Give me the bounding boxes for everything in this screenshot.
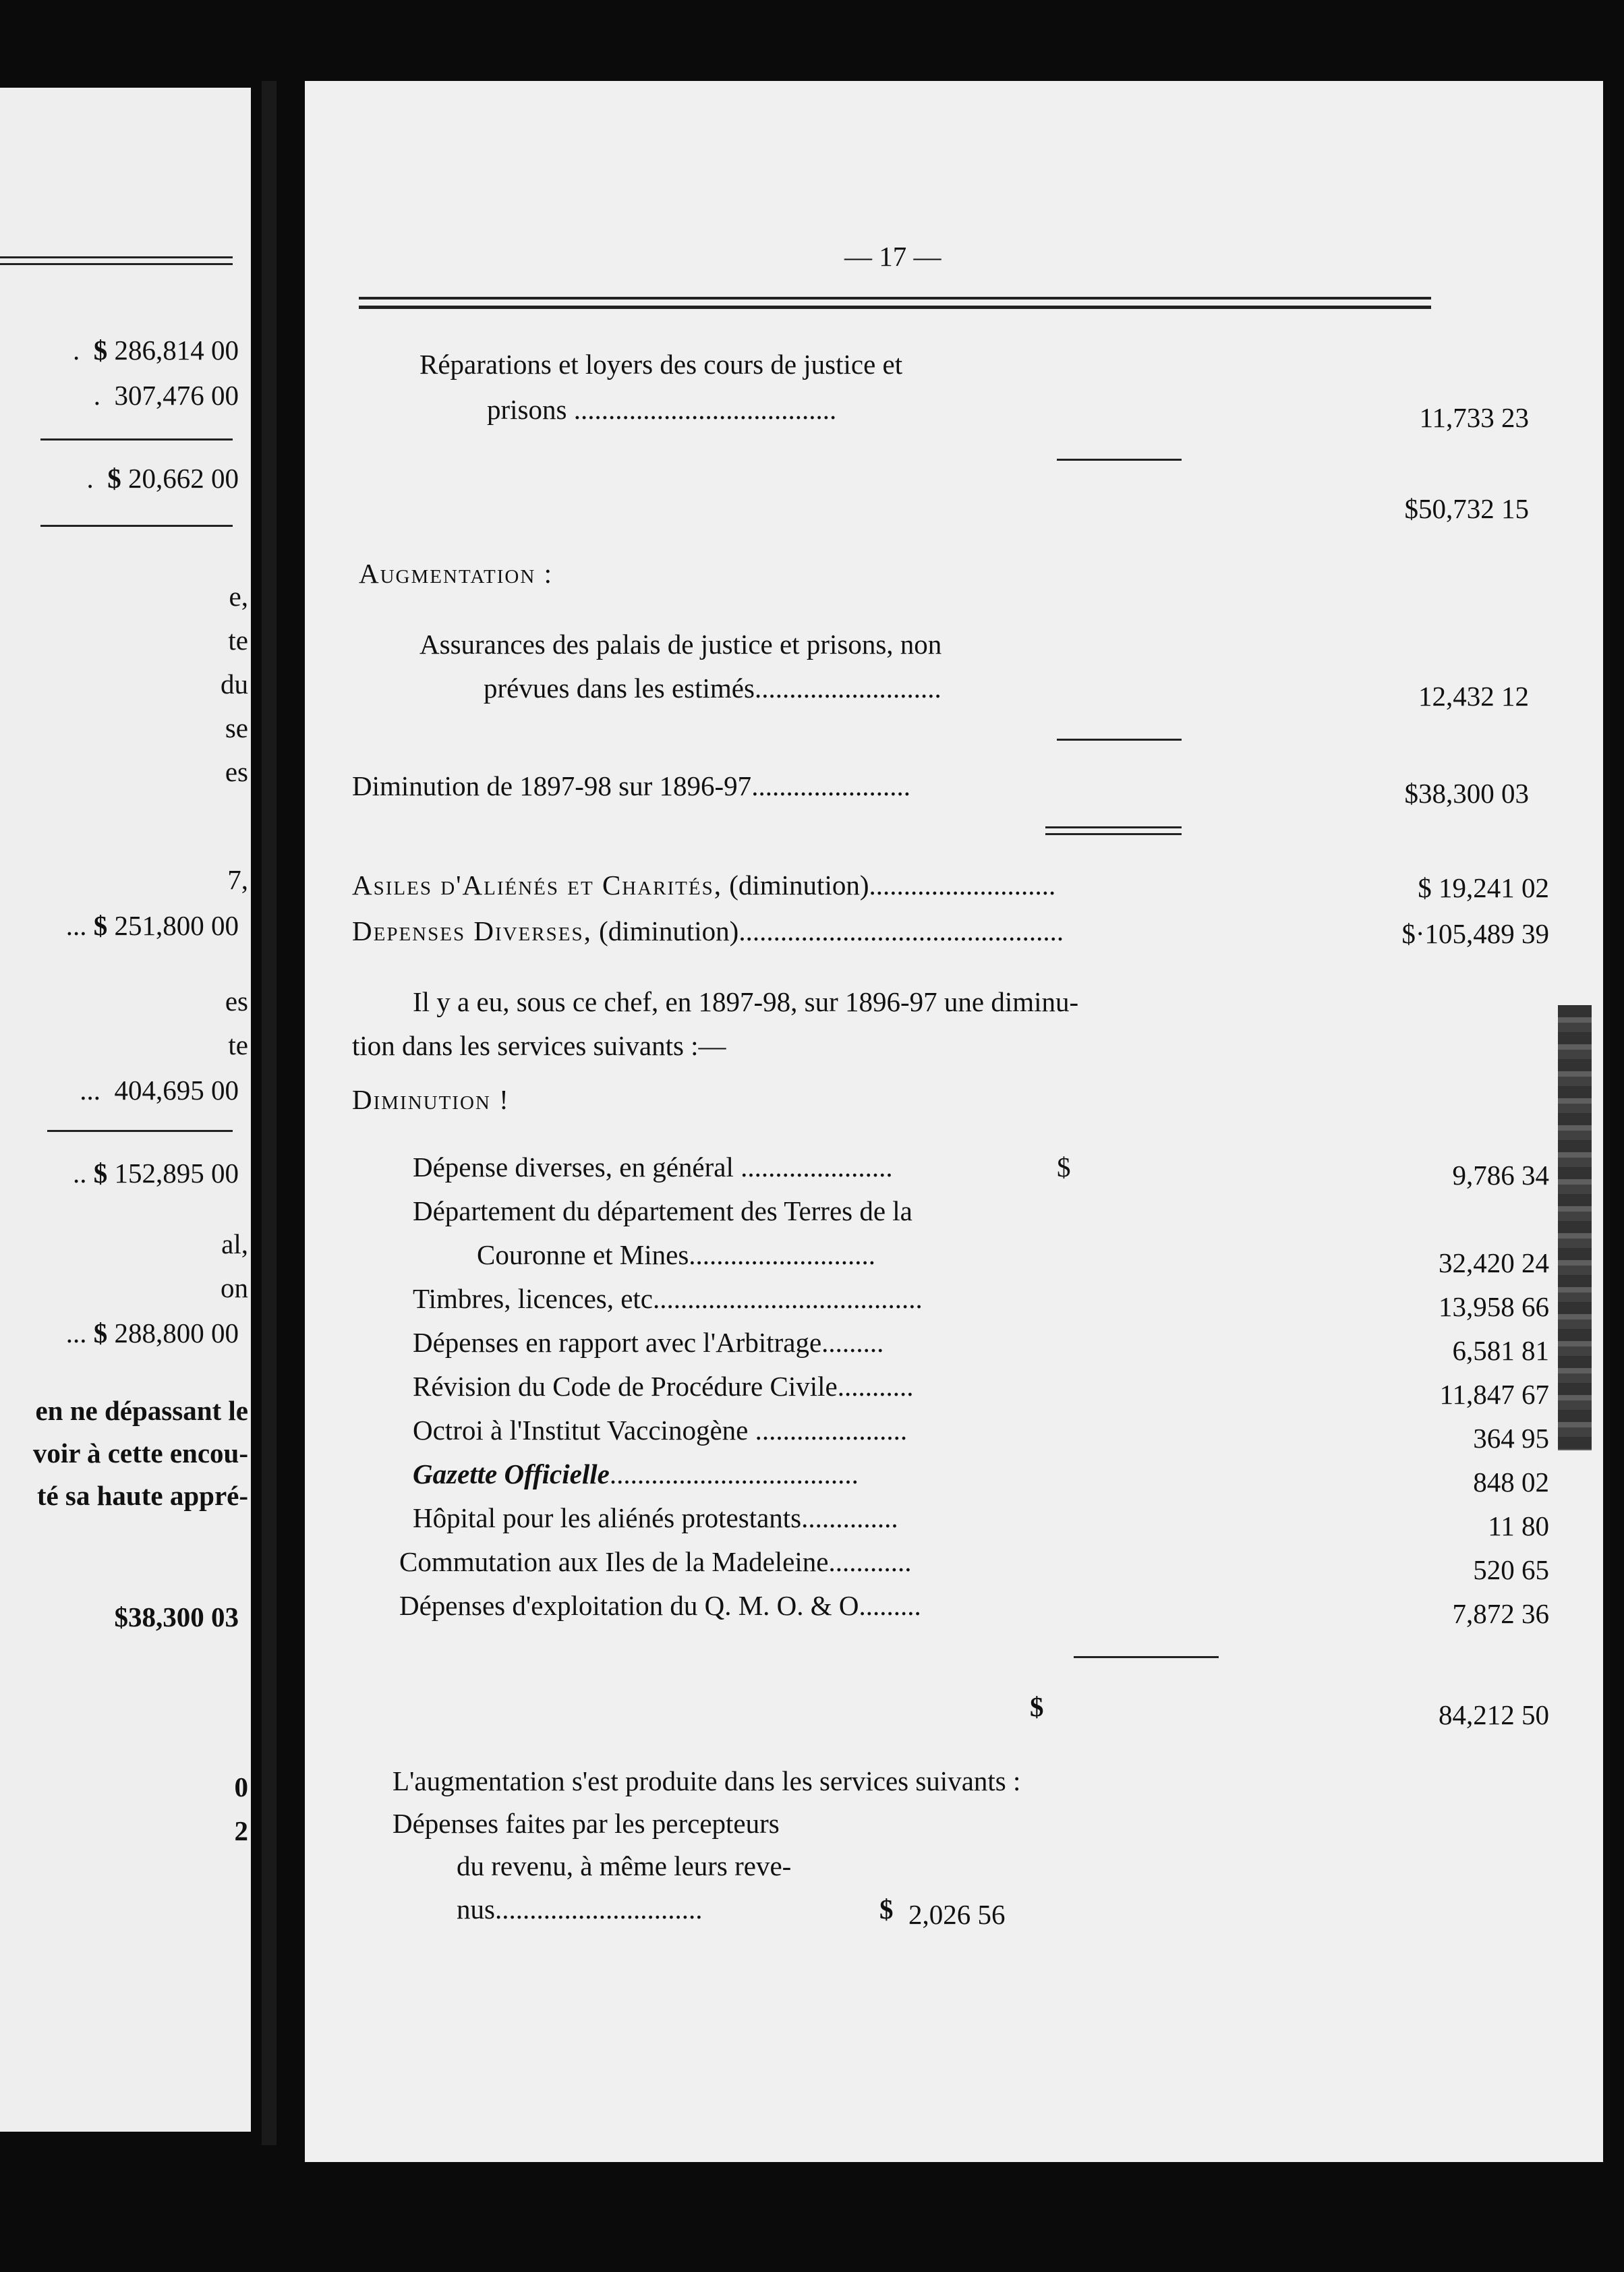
- item-amount: 13,958 66: [1439, 1291, 1549, 1322]
- intro-line2: tion dans les services suivants :—: [352, 1030, 726, 1061]
- item-amount: 9,786 34: [1452, 1160, 1549, 1191]
- item-amount: 520 65: [1473, 1554, 1549, 1585]
- left-row: ... 404,695 00: [80, 1075, 239, 1106]
- intro-line1: Il y a eu, sous ce chef, en 1897-98, sur 1896-97 une diminu-: [413, 986, 1079, 1017]
- rule: [1057, 459, 1182, 461]
- rule: [0, 263, 233, 265]
- augmentation-services-line2: Dépenses faites par les percepteurs: [393, 1808, 780, 1839]
- item-label: Hôpital pour les aliénés protestants..............: [413, 1502, 898, 1533]
- rule: [1057, 739, 1182, 741]
- left-row: ... $ 288,800 00: [65, 1317, 239, 1348]
- item-label: Octroi à l'Institut Vaccinogène ......................: [413, 1415, 908, 1446]
- item-amount: 6,581 81: [1452, 1335, 1549, 1366]
- rule: [1045, 826, 1182, 828]
- item-label: Dépenses d'exploitation du Q. M. O. & O.........: [399, 1590, 921, 1621]
- left-fragment: 0: [234, 1771, 248, 1802]
- reparations-subtotal: $50,732 15: [1404, 493, 1529, 524]
- rule: [0, 256, 233, 258]
- augmentation-line2: prévues dans les estimés...........................: [484, 673, 941, 704]
- rule: [40, 525, 233, 527]
- left-fragment: es: [225, 986, 248, 1017]
- item-amount: 11 80: [1488, 1510, 1549, 1541]
- augmentation-services-line4: nus..............................: [457, 1894, 703, 1925]
- item-label: Dépenses en rapport avec l'Arbitrage.........: [413, 1327, 884, 1358]
- rule: [1074, 1656, 1219, 1658]
- left-fragment: te: [228, 1029, 248, 1060]
- rule: [47, 1130, 233, 1132]
- augmentation-services-dollar: $: [879, 1894, 894, 1925]
- left-fragment: du: [221, 669, 248, 700]
- left-fragment: es: [225, 756, 248, 787]
- item-amount: 364 95: [1473, 1423, 1549, 1454]
- item-dollar: $: [1057, 1152, 1071, 1183]
- left-fragment: on: [221, 1272, 248, 1303]
- item-label: Département du département des Terres de la: [413, 1195, 912, 1226]
- asiles-amount: $ 19,241 02: [1418, 872, 1549, 903]
- depenses-amount: $·105,489 39: [1401, 918, 1549, 949]
- item-label: Dépense diverses, en général ......................: [413, 1152, 893, 1183]
- diminution-total-label: Diminution de 1897-98 sur 1896-97.......................: [352, 770, 910, 801]
- left-row: . $ 20,662 00: [86, 463, 239, 494]
- header-rule: [359, 306, 1431, 309]
- left-row: .. $ 152,895 00: [73, 1158, 239, 1189]
- left-fragment: 2: [234, 1815, 248, 1846]
- left-row: . $ 286,814 00: [73, 335, 239, 366]
- left-paragraph-line: voir à cette encou-: [32, 1438, 248, 1469]
- left-fragment: 7,: [227, 864, 248, 895]
- augmentation-amount: 12,432 12: [1418, 681, 1529, 712]
- left-fragment: te: [228, 625, 248, 656]
- header-rule: [359, 297, 1431, 300]
- page-number: — 17 —: [844, 241, 941, 272]
- rule: [40, 438, 233, 441]
- augmentation-services-line3: du revenu, à même leurs reve-: [457, 1850, 792, 1881]
- rule: [1045, 833, 1182, 835]
- item-amount: 7,872 36: [1452, 1598, 1549, 1629]
- item-amount: 32,420 24: [1439, 1247, 1549, 1278]
- augmentation-services-line1: L'augmentation s'est produite dans les services suivants :: [393, 1765, 1021, 1796]
- item-label: Gazette Officielle....................................: [413, 1458, 859, 1489]
- item-label: Couronne et Mines...........................: [477, 1239, 876, 1270]
- diminution-heading: Diminution !: [352, 1084, 510, 1115]
- asiles-label: Asiles d'Aliénés et Charités, (diminution)...........................: [352, 870, 1056, 901]
- left-paragraph-line: en ne dépassant le: [35, 1395, 248, 1426]
- depenses-label: Depenses Diverses, (diminution)...............................................: [352, 915, 1064, 946]
- reparations-line2: prisons ......................................: [487, 394, 837, 425]
- left-fragment: al,: [221, 1228, 248, 1259]
- item-amount: 11,847 67: [1439, 1379, 1549, 1410]
- left-fragment: e,: [229, 581, 248, 612]
- item-label: Timbres, licences, etc.......................................: [413, 1283, 923, 1314]
- item-label: Révision du Code de Procédure Civile...........: [413, 1371, 914, 1402]
- left-row: ... $ 251,800 00: [65, 910, 239, 941]
- book-binding: [262, 81, 277, 2145]
- right-page: [305, 81, 1603, 2162]
- margin-stamp-mark: [1558, 1005, 1592, 1450]
- items-total-dollar: $: [1030, 1691, 1044, 1722]
- reparations-line1: Réparations et loyers des cours de justice et: [419, 349, 903, 380]
- left-row: . 307,476 00: [93, 380, 239, 411]
- left-fragment: se: [225, 712, 248, 743]
- item-amount: 848 02: [1473, 1467, 1549, 1498]
- reparations-amount: 11,733 23: [1419, 402, 1529, 433]
- left-row: $38,300 03: [114, 1601, 239, 1632]
- items-total-amount: 84,212 50: [1439, 1699, 1549, 1730]
- diminution-total-amount: $38,300 03: [1404, 778, 1529, 809]
- left-page: [0, 88, 251, 2132]
- augmentation-heading: Augmentation :: [359, 558, 553, 589]
- left-paragraph-line: té sa haute appré-: [36, 1480, 248, 1511]
- augmentation-services-amount: 2,026 56: [908, 1899, 1006, 1930]
- augmentation-line1: Assurances des palais de justice et prisons, non: [419, 629, 942, 660]
- item-label: Commutation aux Iles de la Madeleine............: [399, 1546, 912, 1577]
